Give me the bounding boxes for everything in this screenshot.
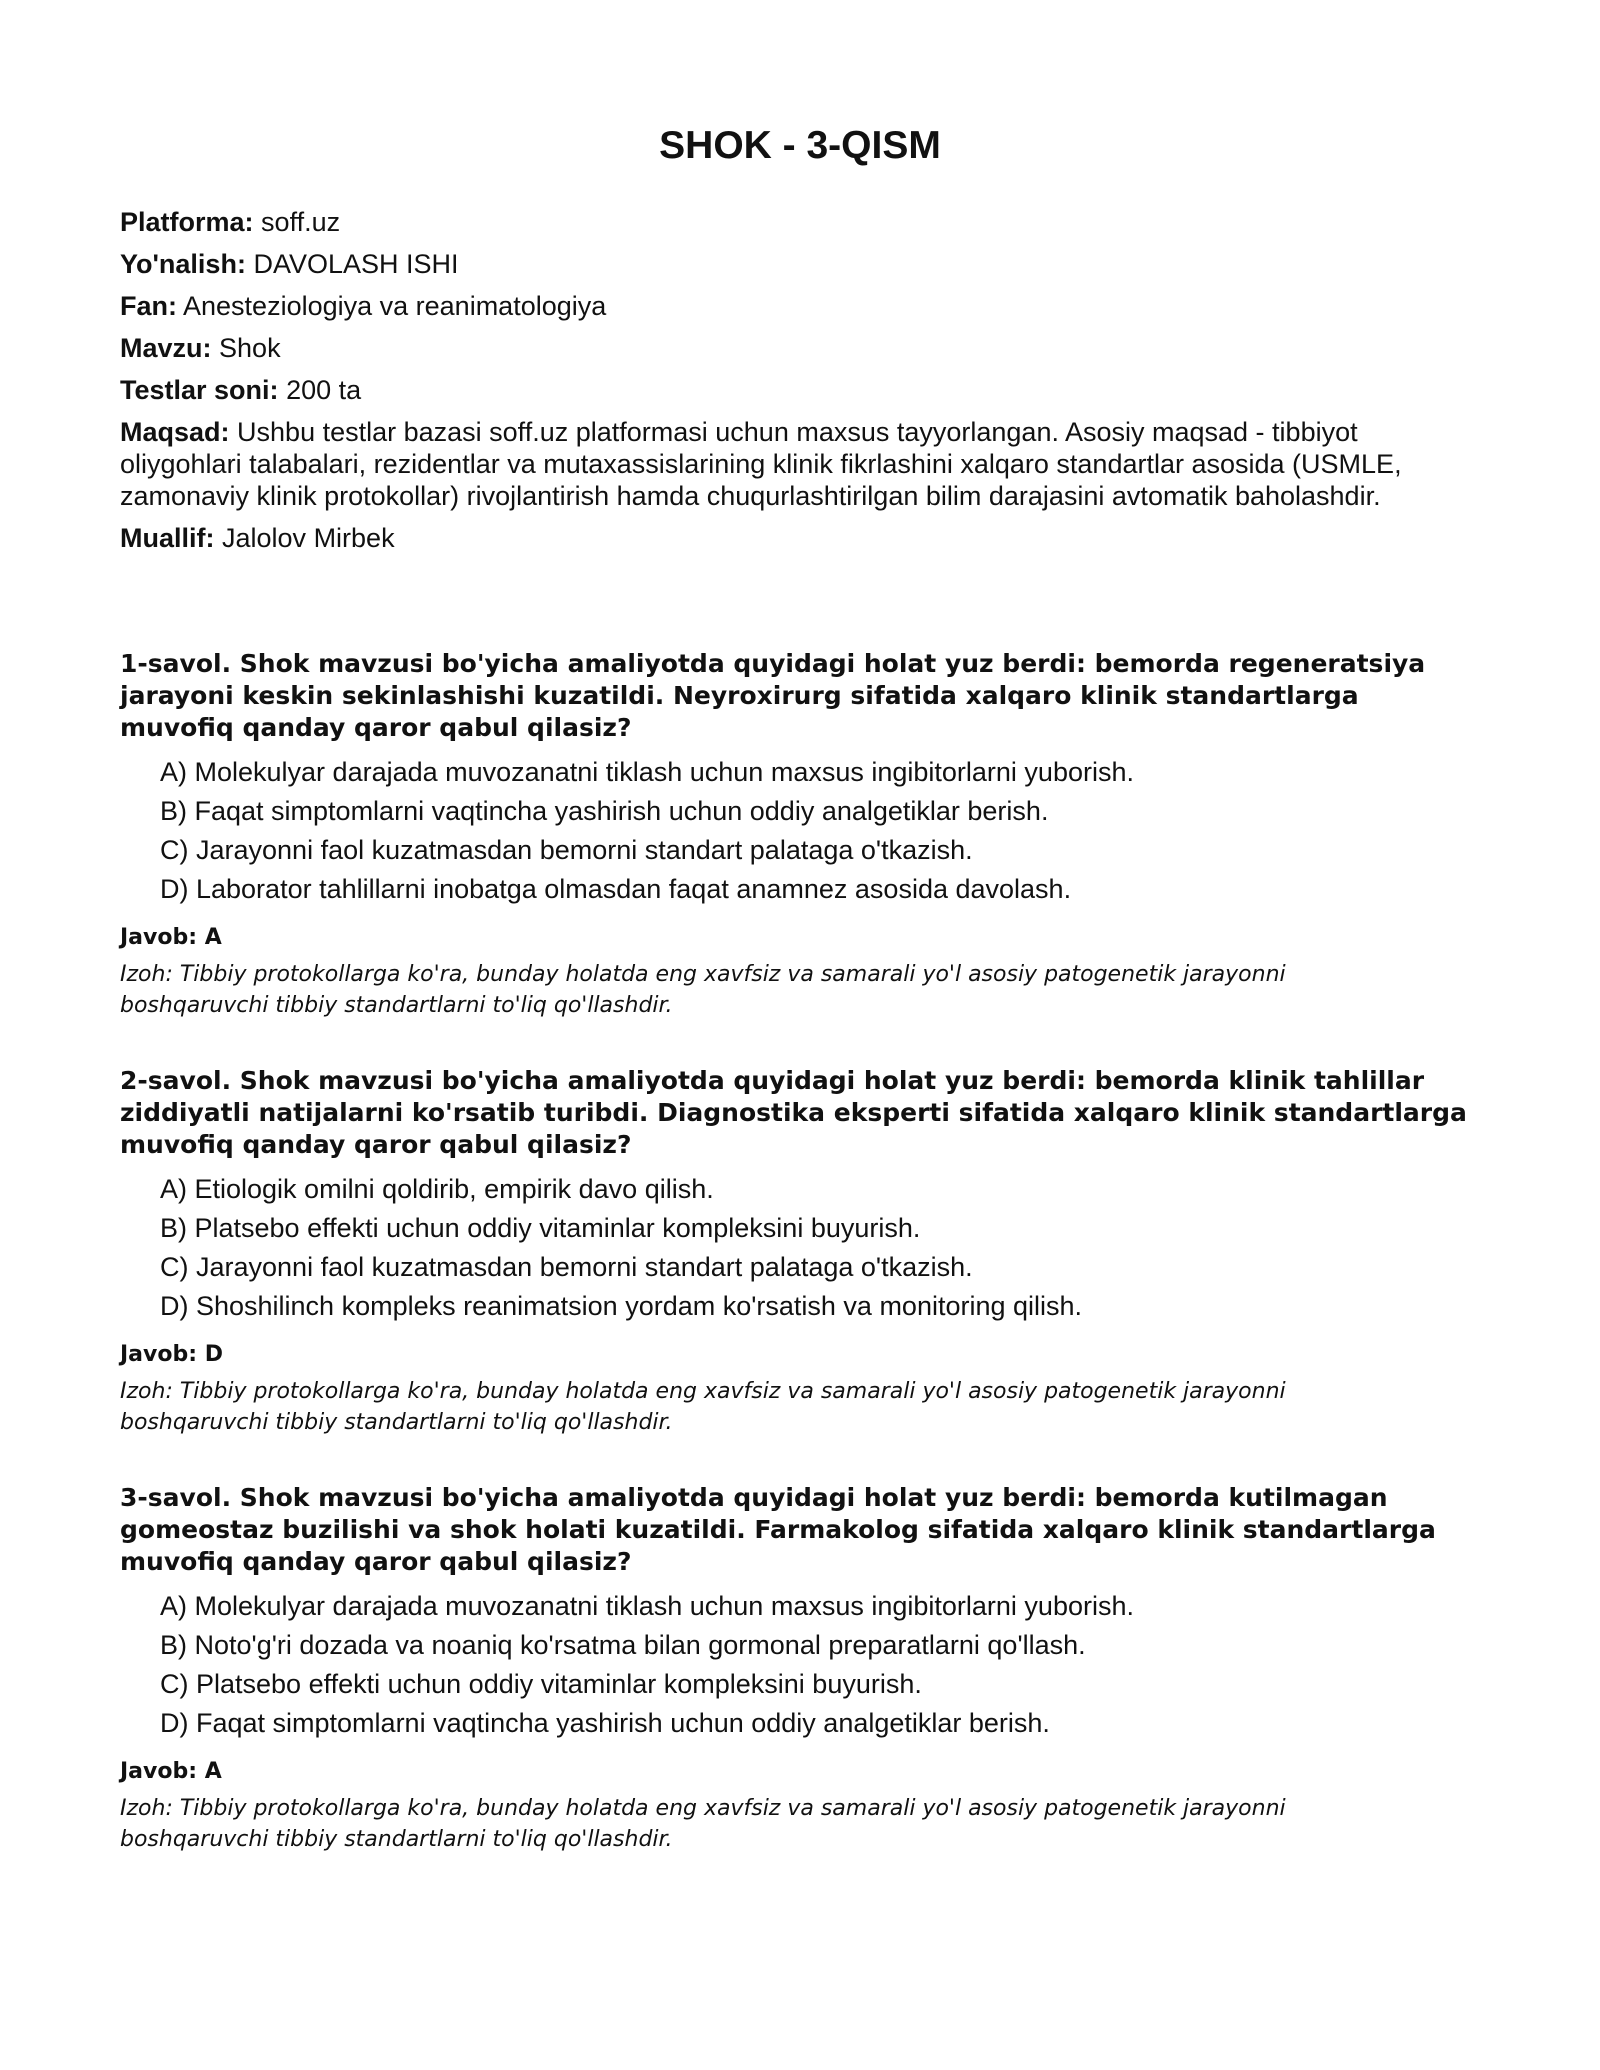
meta-goal <box>120 416 1480 512</box>
answer-explanation: Izoh: Tibbiy protokollarga ko'ra, bunday holatda eng xavfsiz va samarali yo'l asosiy patogenetik jarayonni boshqaruvchi tibbiy standartlarni to'liq qo'llashdir. <box>120 962 1286 1018</box>
meta-label: Platforma: <box>120 207 254 237</box>
option-c: C) Jarayonni faol kuzatmasdan bemorni standart palataga o'tkazish. <box>160 1252 973 1282</box>
meta-author <box>120 522 1480 554</box>
answer-options <box>120 756 1480 905</box>
meta-label: Muallif: <box>120 523 215 553</box>
correct-answer: Javob: A <box>120 925 222 950</box>
option-d: D) Faqat simptomlarni vaqtincha yashirish uchun oddiy analgetiklar berish. <box>160 1708 1050 1738</box>
option-c: C) Jarayonni faol kuzatmasdan bemorni standart palataga o'tkazish. <box>160 835 973 865</box>
option-b: B) Noto'g'ri dozada va noaniq ko'rsatma bilan gormonal preparatlarni qo'llash. <box>160 1630 1086 1660</box>
question-list <box>120 648 1480 1855</box>
question-text: 2-savol. Shok mavzusi bo'yicha amaliyotda quyidagi holat yuz berdi: bemorda klinik tahlillar ziddiyatli natijalarni ko'rsatib turibdi. Diagnostika eksperti sifatida xalqaro klinik standartlarga muvofiq qanday qaror qabul qilasiz? <box>120 1066 1467 1159</box>
meta-topic <box>120 332 1480 364</box>
question-text: 3-savol. Shok mavzusi bo'yicha amaliyotda quyidagi holat yuz berdi: bemorda kutilmagan gomeostaz buzilishi va shok holati kuzatildi. Farmakolog sifatida xalqaro klinik standartlarga muvofiq qanday qaror qabul qilasiz? <box>120 1483 1436 1576</box>
question-item <box>120 1065 1480 1438</box>
option-c: C) Platsebo effekti uchun oddiy vitaminlar kompleksini buyurish. <box>160 1669 922 1699</box>
meta-value: Jalolov Mirbek <box>222 523 395 553</box>
meta-label: Fan: <box>120 291 177 321</box>
question-item <box>120 648 1480 1021</box>
option-a: A) Etiologik omilni qoldirib, empirik davo qilish. <box>160 1174 714 1204</box>
meta-label: Testlar soni: <box>120 375 279 405</box>
meta-platform <box>120 206 1480 238</box>
meta-value: Ushbu testlar bazasi soff.uz platformasi uchun maxsus tayyorlangan. Asosiy maqsad - tibbiyot oliygohlari talabalari, rezidentlar va mutaxassislarining klinik fikrlashini xalqaro standartlar asosida (USMLE, zamonaviy klinik protokollar) rivojlantirish hamda chuqurlashtirilgan bilim darajasini avtomatik baholashdir. <box>120 417 1402 511</box>
meta-test-count <box>120 374 1480 406</box>
meta-value: 200 ta <box>286 375 362 405</box>
question-text: 1-savol. Shok mavzusi bo'yicha amaliyotda quyidagi holat yuz berdi: bemorda regeneratsiya jarayoni keskin sekinlashishi kuzatildi. Neyroxirurg sifatida xalqaro klinik standartlarga muvofiq qanday qaror qabul qilasiz? <box>120 649 1426 742</box>
document-title: SHOK - 3-QISM <box>659 124 941 167</box>
answer-options <box>120 1173 1480 1322</box>
option-a: A) Molekulyar darajada muvozanatni tiklash uchun maxsus ingibitorlarni yuborish. <box>160 757 1134 787</box>
meta-value: Anesteziologiya va reanimatologiya <box>183 291 607 321</box>
option-a: A) Molekulyar darajada muvozanatni tiklash uchun maxsus ingibitorlarni yuborish. <box>160 1591 1134 1621</box>
answer-explanation: Izoh: Tibbiy protokollarga ko'ra, bunday holatda eng xavfsiz va samarali yo'l asosiy patogenetik jarayonni boshqaruvchi tibbiy standartlarni to'liq qo'llashdir. <box>120 1796 1286 1852</box>
option-d: D) Shoshilinch kompleks reanimatsion yordam ko'rsatish va monitoring qilish. <box>160 1291 1083 1321</box>
meta-label: Yo'nalish: <box>120 249 246 279</box>
correct-answer: Javob: D <box>120 1342 223 1367</box>
option-d: D) Laborator tahlillarni inobatga olmasdan faqat anamnez asosida davolash. <box>160 874 1072 904</box>
question-item <box>120 1482 1480 1855</box>
meta-value: Shok <box>219 333 281 363</box>
meta-direction <box>120 248 1480 280</box>
metadata-block <box>120 206 1480 554</box>
answer-explanation: Izoh: Tibbiy protokollarga ko'ra, bunday holatda eng xavfsiz va samarali yo'l asosiy patogenetik jarayonni boshqaruvchi tibbiy standartlarni to'liq qo'llashdir. <box>120 1379 1286 1435</box>
option-b: B) Platsebo effekti uchun oddiy vitaminlar kompleksini buyurish. <box>160 1213 921 1243</box>
answer-options <box>120 1590 1480 1739</box>
correct-answer: Javob: A <box>120 1759 222 1784</box>
meta-subject <box>120 290 1480 322</box>
meta-value: DAVOLASH ISHI <box>253 249 459 279</box>
option-b: B) Faqat simptomlarni vaqtincha yashirish uchun oddiy analgetiklar berish. <box>160 796 1049 826</box>
meta-label: Mavzu: <box>120 333 212 363</box>
meta-label: Maqsad: <box>120 417 230 447</box>
meta-value: soff.uz <box>261 207 341 237</box>
